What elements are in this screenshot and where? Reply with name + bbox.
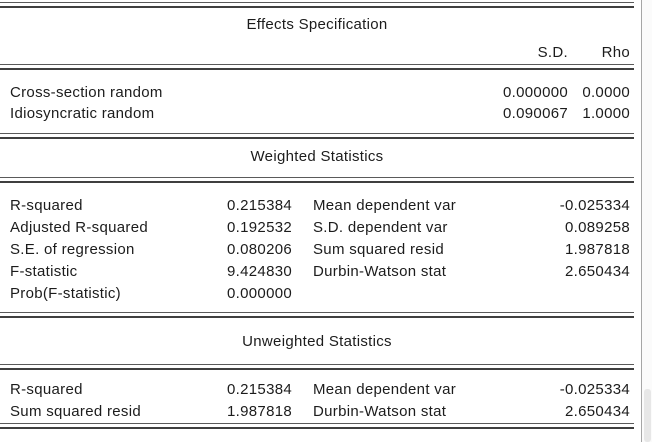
effect-label: Cross-section random — [10, 84, 163, 101]
section-rule — [0, 312, 634, 318]
column-header-sd: S.D. — [537, 44, 568, 61]
table-row — [0, 217, 630, 239]
stat-label: Mean dependent var — [313, 381, 456, 398]
table-row — [0, 261, 630, 283]
section-rule — [0, 177, 634, 183]
table-row — [0, 195, 630, 217]
table-row — [0, 239, 630, 261]
effect-rho-value: 0.0000 — [582, 84, 630, 101]
stat-value: 2.650434 — [565, 263, 630, 280]
stat-value: 0.089258 — [565, 219, 630, 236]
column-header-rho: Rho — [601, 44, 630, 61]
section-title-unweighted: Unweighted Statistics — [242, 333, 392, 350]
effect-sd-value: 0.000000 — [503, 84, 568, 101]
stat-label: Sum squared resid — [313, 241, 444, 258]
stat-label: Prob(F-statistic) — [10, 285, 121, 302]
stat-value: 0.215384 — [227, 381, 292, 398]
effect-sd-value: 0.090067 — [503, 105, 568, 122]
effects-header-row — [0, 42, 630, 63]
stat-label — [292, 283, 540, 305]
table-row — [0, 103, 630, 124]
section-top-rule — [0, 2, 634, 8]
scrollbar-track[interactable] — [642, 0, 652, 442]
stat-label: Mean dependent var — [313, 197, 456, 214]
stat-value — [540, 283, 630, 305]
section-rule — [0, 133, 634, 139]
section-title-effects: Effects Specification — [246, 16, 388, 33]
stat-value: 2.650434 — [565, 403, 630, 420]
table-row — [0, 379, 630, 401]
stat-label: Sum squared resid — [10, 403, 141, 420]
header-rule — [0, 64, 634, 70]
scrollbar-thumb[interactable] — [644, 389, 651, 442]
table-row — [0, 82, 630, 103]
table-row — [0, 401, 630, 423]
section-title-weighted: Weighted Statistics — [250, 148, 384, 165]
stat-value: 0.000000 — [227, 285, 292, 302]
header-spacer — [0, 42, 458, 63]
stat-value: 0.192532 — [227, 219, 292, 236]
section-rule — [0, 364, 634, 370]
effect-label: Idiosyncratic random — [10, 105, 155, 122]
stat-label: F-statistic — [10, 263, 78, 280]
table-row — [0, 283, 630, 305]
stat-label: R-squared — [10, 381, 83, 398]
stat-value: 0.215384 — [227, 197, 292, 214]
stat-value: -0.025334 — [559, 197, 630, 214]
stat-label: Durbin-Watson stat — [313, 403, 447, 420]
stat-label: Adjusted R-squared — [10, 219, 148, 236]
stat-value: 1.987818 — [565, 241, 630, 258]
stat-label: R-squared — [10, 197, 83, 214]
stat-value: 9.424830 — [227, 263, 292, 280]
stat-value: -0.025334 — [559, 381, 630, 398]
section-bottom-rule — [0, 423, 634, 429]
stat-value: 1.987818 — [227, 403, 292, 420]
stat-value: 0.080206 — [227, 241, 292, 258]
effect-rho-value: 1.0000 — [582, 105, 630, 122]
stat-label: S.D. dependent var — [313, 219, 448, 236]
stat-label: Durbin-Watson stat — [313, 263, 447, 280]
stat-label: S.E. of regression — [10, 241, 135, 258]
